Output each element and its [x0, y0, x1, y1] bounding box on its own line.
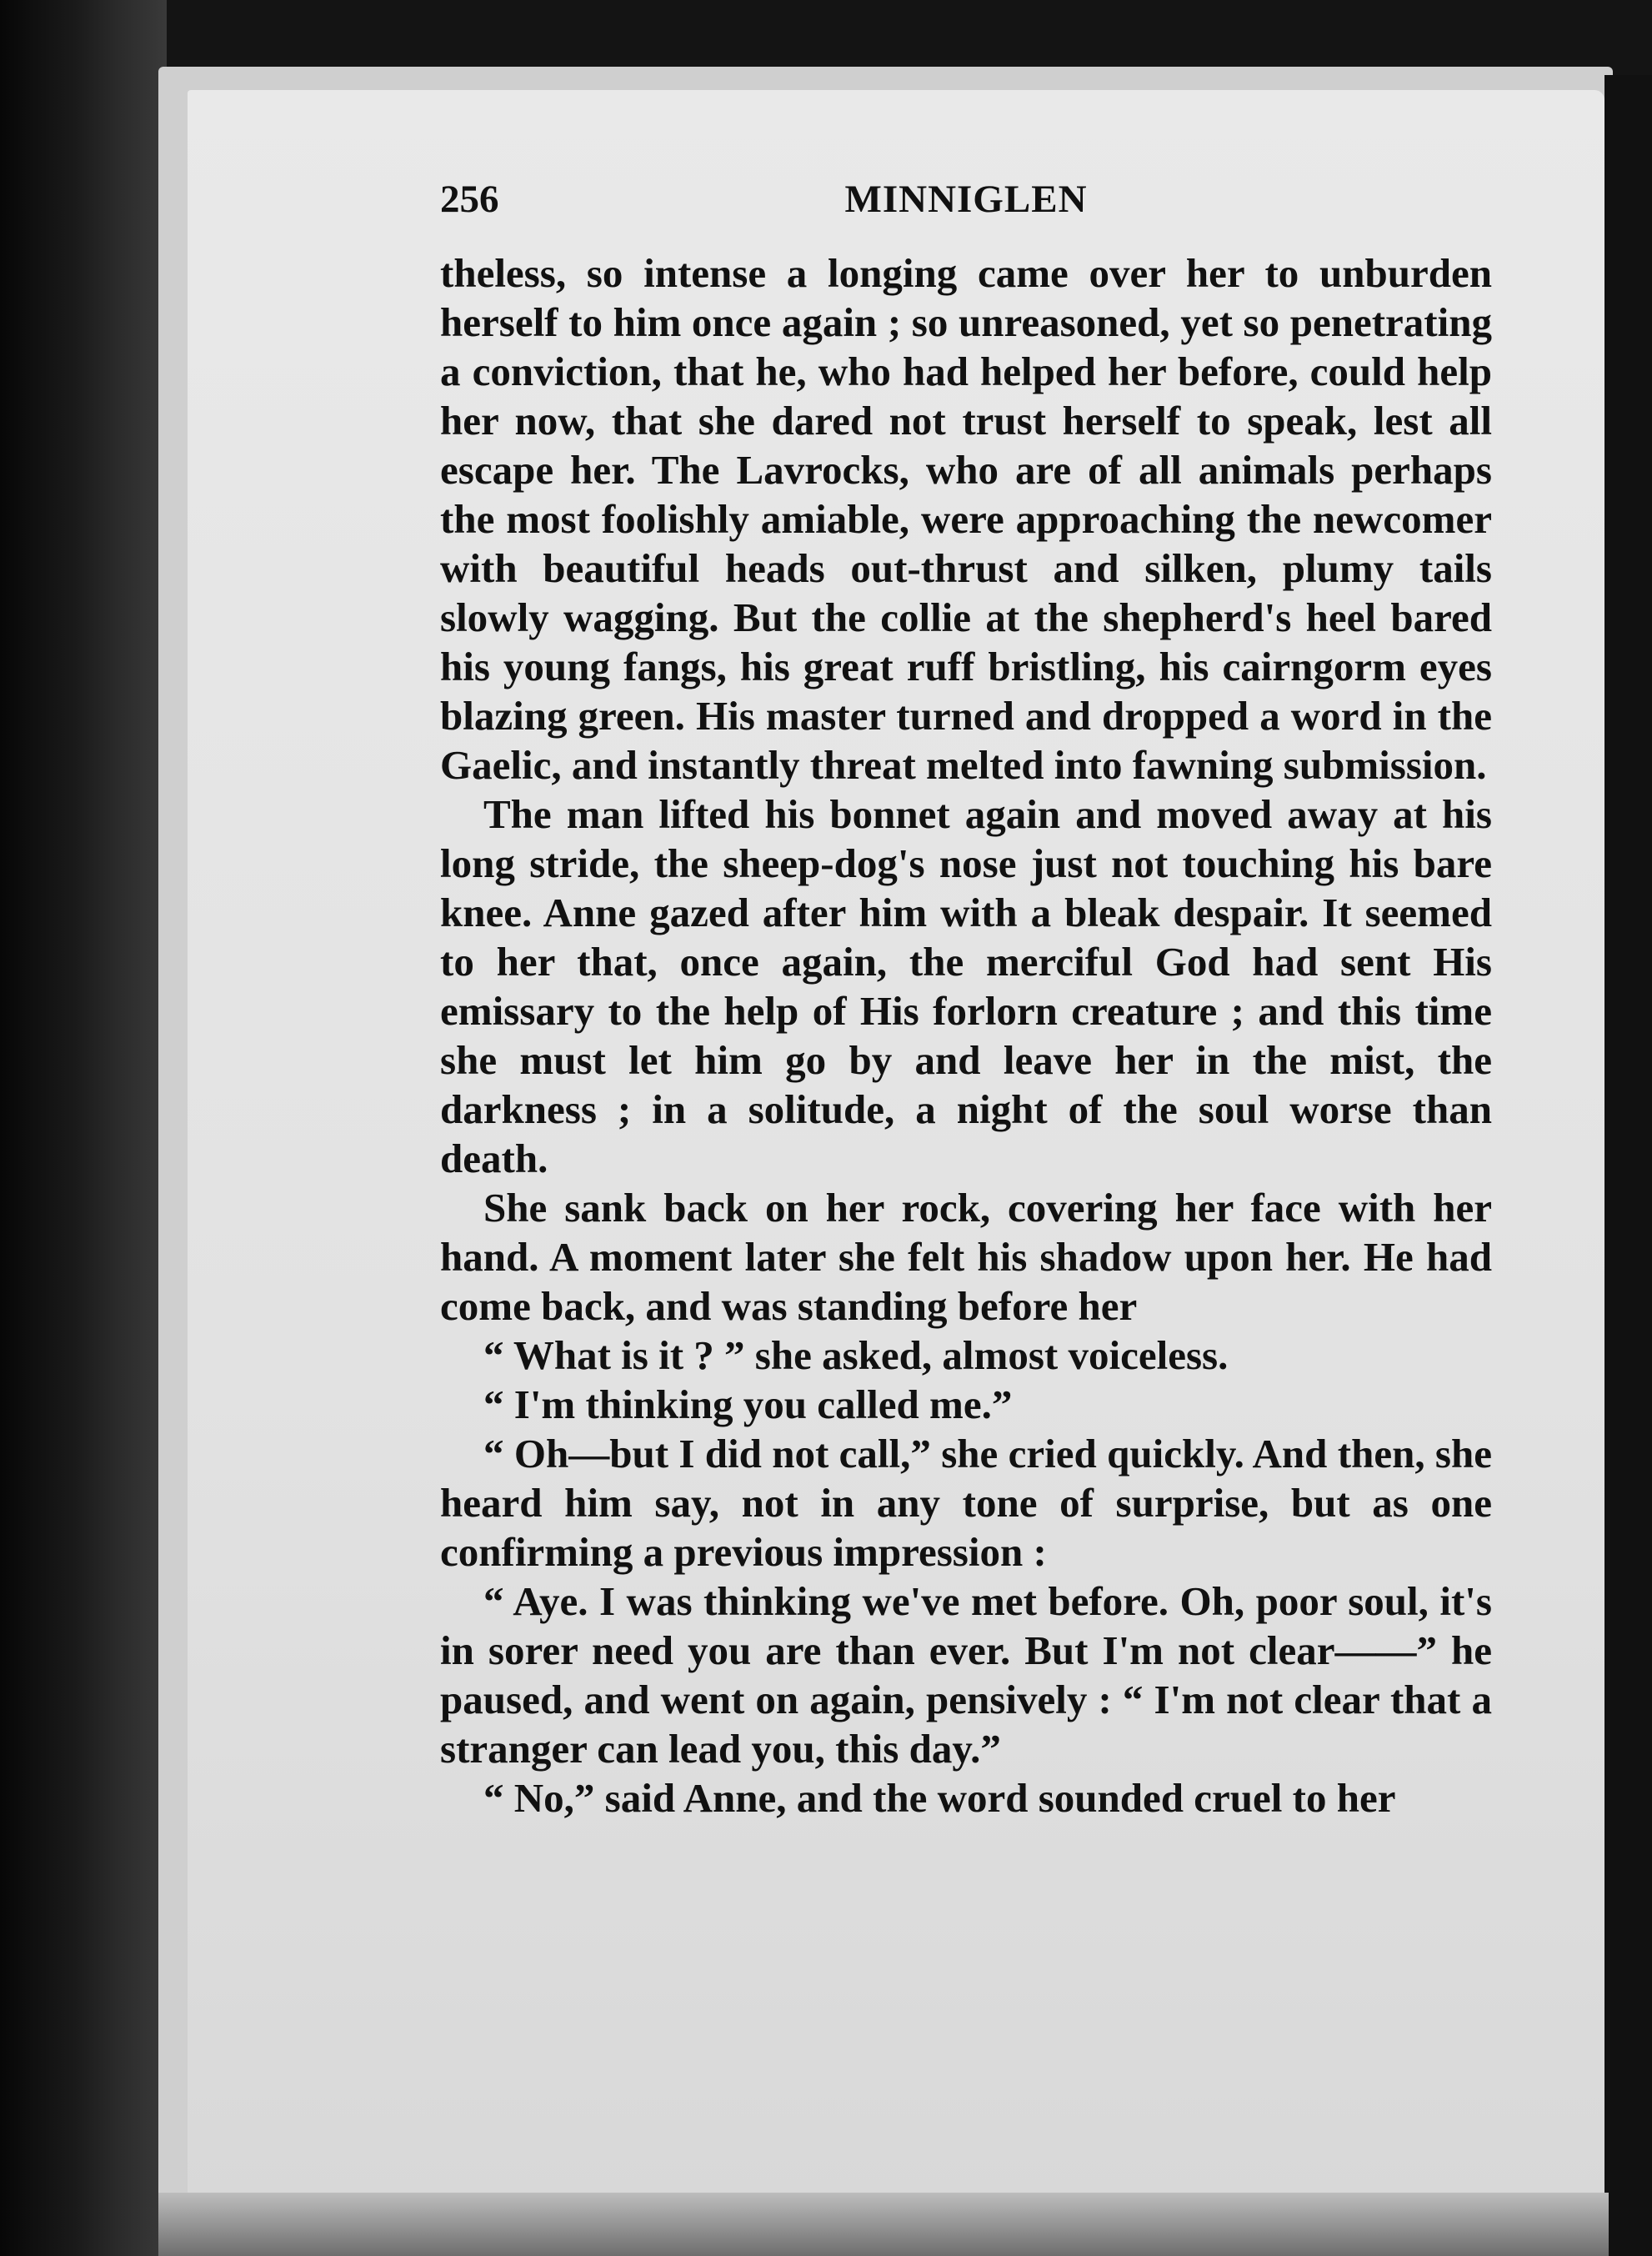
- paragraph-2: The man lifted his bonnet again and moved away at his long stride, the sheep-dog's nose just not touching his bare knee. Anne gazed after him with a bleak despair. It seemed to her that, once again, the merciful God had sent His emissary to the help of His forlorn creature ; and this time she must let him go by and leave her in the mist, the darkness ; in a solitude, a night of the soul worse than death.: [440, 791, 1492, 1181]
- paragraph-6: “ Oh—but I did not call,” she cried quickly. And then, she heard him say, not in any tone of surprise, but as one confirming a previous impression :: [440, 1431, 1492, 1575]
- paragraph-1: theless, so intense a longing came over her to unburden herself to him once again ; so unreasoned, yet so penetrating a conviction, that he, who had helped her before, could help her now, that she dared not trust herself to speak, lest all escape her. The Lavrocks, who are of all animals perhaps the most foolishly amiable, were approaching the newcomer with beautiful heads out-thrust and silken, plumy tails slowly wagging. But the collie at the shepherd's heel bared his young fangs, his great ruff bristling, his cairngorm eyes blazing green. His master turned and dropped a word in the Gaelic, and instantly threat melted into fawning submission.: [440, 250, 1492, 788]
- paragraph-4: “ What is it ? ” she asked, almost voiceless.: [483, 1332, 1229, 1378]
- body-text: [440, 248, 1492, 1822]
- bottom-page-edge: [158, 2193, 1609, 2256]
- running-title: MINNIGLEN: [844, 178, 1088, 221]
- paragraph-7: “ Aye. I was thinking we've met before. Oh, poor soul, it's in sorer need you are than ever. But I'm not clear——” he paused, and went on again, pensively : “ I'm not clear that a stranger can lead you, this day.”: [440, 1578, 1492, 1772]
- page-number: 256: [440, 178, 499, 221]
- running-head: [440, 175, 1492, 248]
- paragraph-3: She sank back on her rock, covering her face with her hand. A moment later she felt his shadow upon her. He had come back, and was standing before her: [440, 1185, 1492, 1329]
- text-block: [440, 175, 1492, 1822]
- book-spine-shadow: [0, 0, 167, 2256]
- right-margin-shadow: [1604, 75, 1652, 2256]
- paragraph-5: “ I'm thinking you called me.”: [483, 1381, 1013, 1427]
- paragraph-8: “ No,” said Anne, and the word sounded cruel to her: [483, 1775, 1396, 1821]
